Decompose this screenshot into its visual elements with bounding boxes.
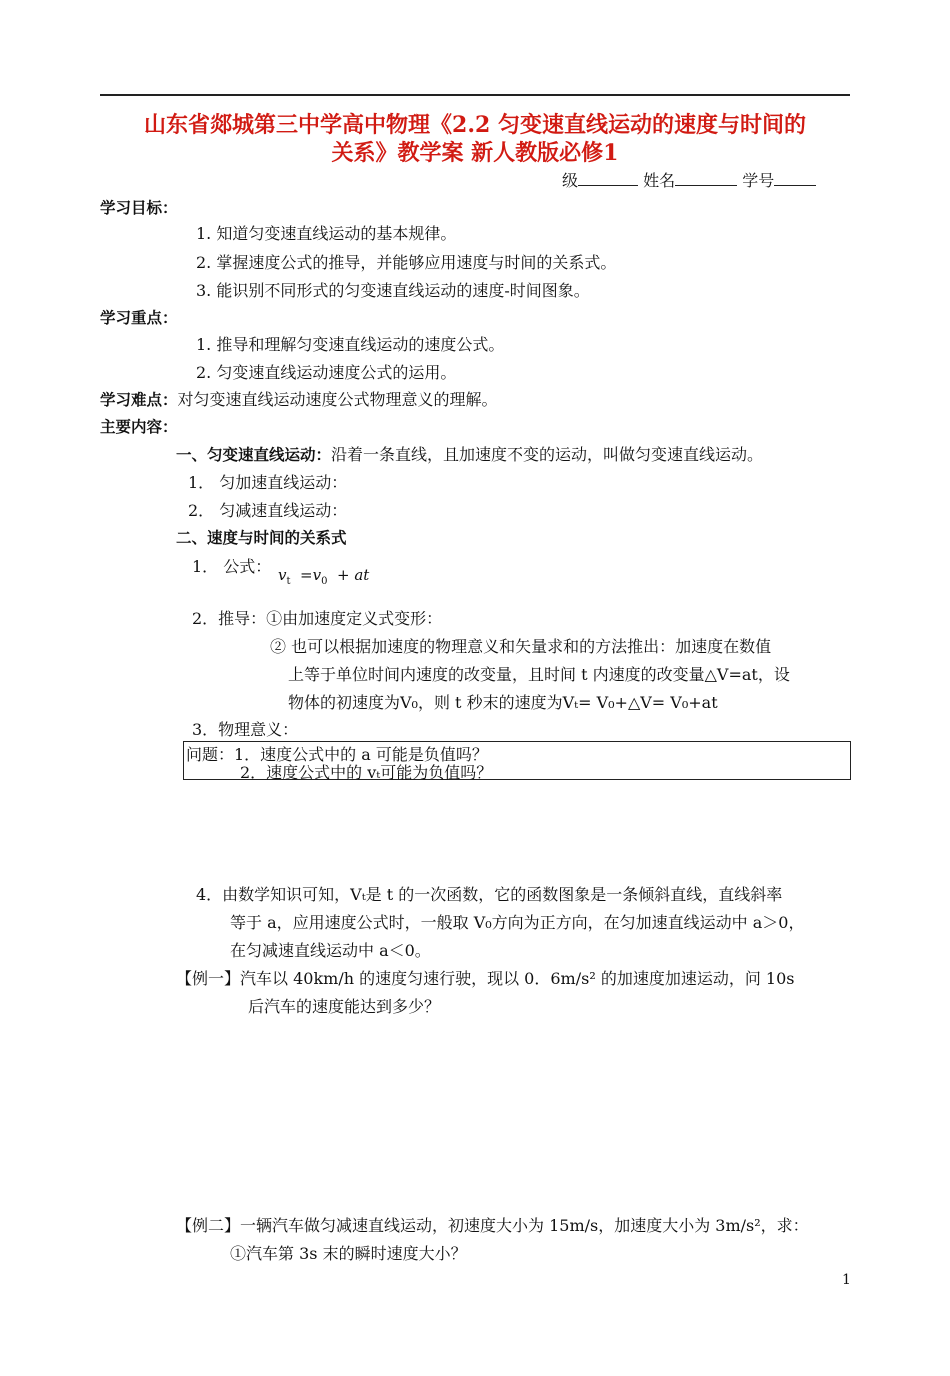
derive2-line: ② 也可以根据加速度的物理意义和矢量求和的方法推出：加速度在数值 bbox=[270, 637, 772, 656]
title-line-1: 山东省郯城第三中学高中物理《2.2 匀变速直线运动的速度与时间的 bbox=[144, 112, 806, 138]
goal-item: 1. 知道匀变速直线运动的基本规律。 bbox=[196, 224, 457, 243]
point4-line: 在匀减速直线运动中 a＜0。 bbox=[230, 941, 431, 960]
section1-item: 1． 匀加速直线运动： bbox=[188, 473, 348, 492]
question-2: 2．速度公式中的 vₜ可能为负值吗？ bbox=[240, 763, 493, 782]
section1-item: 2． 匀减速直线运动： bbox=[188, 501, 348, 520]
velocity-formula: $v_t =v_0$ + at bbox=[278, 566, 370, 587]
section1-line bbox=[176, 442, 763, 465]
page-number: 1 bbox=[842, 1272, 851, 1288]
difficulty-heading: 学习难点： bbox=[100, 391, 178, 409]
point4-line: 等于 a，应用速度公式时，一般取 V₀方向为正方向，在匀加速直线运动中 a＞0， bbox=[230, 913, 805, 932]
id-blank bbox=[774, 171, 816, 186]
class-label: 级 bbox=[562, 171, 579, 190]
difficulty-text: 对匀变速直线运动速度公式物理意义的理解。 bbox=[177, 390, 498, 409]
id-label: 学号 bbox=[742, 171, 775, 190]
goals-heading: 学习目标： bbox=[100, 199, 178, 217]
goal-item: 3. 能识别不同形式的匀变速直线运动的速度-时间图象。 bbox=[196, 281, 590, 300]
student-info-line bbox=[562, 168, 816, 191]
derive2-line: 物体的初速度为V₀，则 t 秒末的速度为Vₜ= V₀+△V= V₀+at bbox=[288, 693, 718, 712]
class-blank bbox=[578, 171, 638, 186]
goal-item: 2. 掌握速度公式的推导，并能够应用速度与时间的关系式。 bbox=[196, 253, 617, 272]
key-points-heading: 学习重点： bbox=[100, 309, 178, 327]
example2-line: 【例二】一辆汽车做匀减速直线运动，初速度大小为 15m/s，加速度大小为 3m/s²，求： bbox=[176, 1216, 809, 1235]
header-rule bbox=[100, 94, 850, 96]
name-blank bbox=[675, 171, 737, 186]
meaning-label: 3．物理意义： bbox=[192, 720, 299, 739]
derive-label: 2．推导：①由加速度定义式变形： bbox=[192, 609, 443, 628]
formula-label: 1． 公式： bbox=[192, 557, 272, 576]
example1-line: 后汽车的速度能达到多少？ bbox=[248, 997, 441, 1016]
name-label: 姓名 bbox=[643, 171, 676, 190]
main-heading: 主要内容： bbox=[100, 418, 178, 436]
key-point-item: 1. 推导和理解匀变速直线运动的速度公式。 bbox=[196, 335, 505, 354]
section1-title: 一、匀变速直线运动： bbox=[176, 446, 332, 464]
section2-title: 二、速度与时间的关系式 bbox=[176, 529, 347, 547]
example1-line: 【例一】汽车以 40km/h 的速度匀速行驶，现以 0．6m/s² 的加速度加速运动，问 10s bbox=[176, 969, 795, 988]
difficulty-line bbox=[100, 387, 498, 410]
key-point-item: 2. 匀变速直线运动速度公式的运用。 bbox=[196, 363, 457, 382]
title-line-2: 关系》教学案 新人教版必修1 bbox=[331, 140, 619, 166]
point4-line: 4．由数学知识可知，Vₜ是 t 的一次函数，它的函数图象是一条倾斜直线，直线斜率 bbox=[196, 885, 783, 904]
question-1: 问题：1．速度公式中的 a 可能是负值吗？ bbox=[186, 745, 488, 764]
derive2-line: 上等于单位时间内速度的改变量，且时间 t 内速度的改变量△V=at，设 bbox=[288, 665, 790, 684]
section1-text: 沿着一条直线，且加速度不变的运动，叫做匀变速直线运动。 bbox=[331, 445, 764, 464]
example2-line: ①汽车第 3s 末的瞬时速度大小？ bbox=[230, 1244, 467, 1263]
